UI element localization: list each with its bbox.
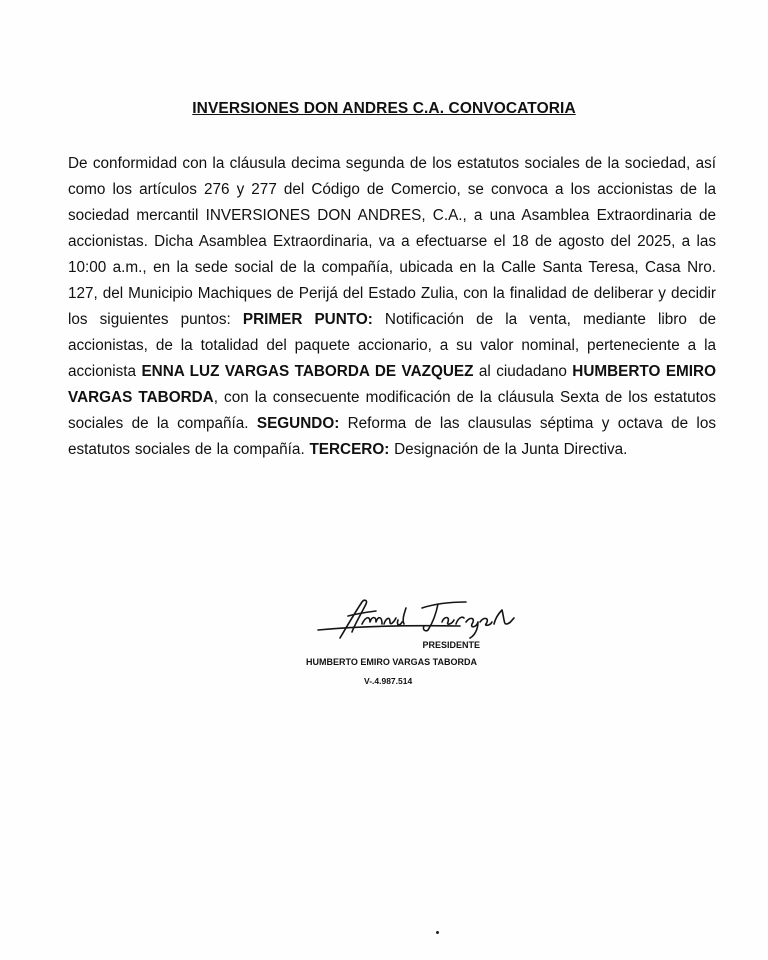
tercero-label: TERCERO: xyxy=(309,441,390,458)
signature-name: HUMBERTO EMIRO VARGAS TABORDA xyxy=(306,657,477,667)
segundo-label: SEGUNDO: xyxy=(256,415,340,432)
body-text-tercero: Designación de la Junta Directiva. xyxy=(389,441,628,458)
body-text-transfer: al ciudadano xyxy=(473,363,573,380)
signature-id: V-.4.987.514 xyxy=(364,676,413,686)
document-body xyxy=(68,151,716,463)
handwritten-signature xyxy=(310,594,525,644)
buyer-name: HUMBERTO EMIRO VARGAS TABORDA xyxy=(68,363,716,406)
scan-speck xyxy=(436,931,439,934)
document-title: INVERSIONES DON ANDRES C.A. CONVOCATORIA xyxy=(192,100,576,117)
body-text-intro: De conformidad con la cláusula decima segunda de los estatutos sociales de la sociedad, así como los artículos 276 y 277 del Código de Comercio, se convoca a los accionistas de la sociedad mercantil INVERSIONES DON ANDRES, C.A., a una Asamblea Extraordinaria de accionistas. Dicha Asamblea Extraordinaria, va a efectuarse el 18 de agosto del 2025, a las 10:00 a.m., en la sede social de la compañía, ubicada en la Calle Santa Teresa, Casa Nro. 127, del Municipio Machiques de Perijá del Estado Zulia, con la finalidad de deliberar y decidir los siguientes puntos: xyxy=(68,155,716,328)
signature-role: PRESIDENTE xyxy=(422,640,480,650)
primer-punto-label: PRIMER PUNTO: xyxy=(242,311,373,328)
body-text-modification: , con la consecuente modificación de la cláusula Sexta de los estatutos sociales de la compañía. xyxy=(68,389,716,432)
seller-name: ENNA LUZ VARGAS TABORDA DE VAZQUEZ xyxy=(141,363,474,380)
body-text-segundo: Reforma de las clausulas séptima y octava de los estatutos sociales de la compañía. xyxy=(68,415,716,458)
body-text-primer-punto: Notificación de la venta, mediante libro de accionistas, de la totalidad del paquete accionario, a su valor nominal, perteneciente a la accionista xyxy=(68,311,716,380)
signature-block xyxy=(300,592,520,702)
